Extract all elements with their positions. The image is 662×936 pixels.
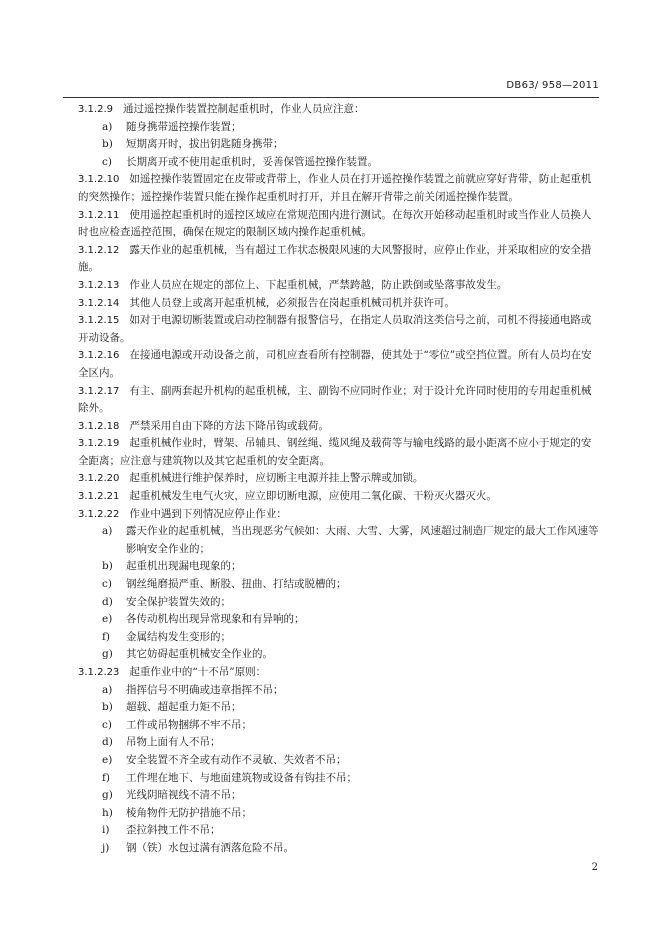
list-item-label: g) xyxy=(102,789,113,802)
list-item-text: 指挥信号不明确或违章指挥不吊； xyxy=(126,683,284,696)
clause-number: 3.1.2.11 xyxy=(78,209,120,221)
list-item-text: 工件埋在地下、与地面建筑物或设备有钩挂不吊； xyxy=(126,771,357,784)
clause-number: 3.1.2.9 xyxy=(78,104,113,115)
clause-number: 3.1.2.16 xyxy=(78,350,120,362)
clause-paragraph xyxy=(78,171,600,206)
list-item-text: 歪拉斜拽工件不吊； xyxy=(126,824,221,837)
list-item xyxy=(78,840,600,858)
list-item-label: h) xyxy=(102,806,113,819)
list-item-text: 吊物上面有人不吊； xyxy=(126,736,221,749)
list-item xyxy=(78,646,600,664)
clause-text: 在接通电源或开动设备之前，司机应查看所有控制器，使其处于“零位”或空挡位置。所有人员均在安全区内。 xyxy=(78,349,592,379)
clause-number: 3.1.2.17 xyxy=(78,385,120,397)
list-item-label: b) xyxy=(102,701,113,714)
list-item-text: 棱角物件无防护措施不吊； xyxy=(126,806,252,819)
clause-paragraph xyxy=(78,207,600,242)
list-item-text: 起重机出现漏电现象的； xyxy=(126,560,242,573)
list-item-label: c) xyxy=(102,578,112,591)
clause-paragraph xyxy=(78,435,600,470)
list-item-text: 工件或吊物捆绑不牢不吊； xyxy=(126,718,252,731)
clause-text: 其他人员登上或离开起重机械，必须报告在岗起重机械司机并获许可。 xyxy=(129,296,455,309)
list-item-text: 光线阴暗视线不清不吊； xyxy=(126,789,242,802)
list-item-label: a) xyxy=(102,683,113,696)
clause-text: 使用遥控起重机时的遥控区域应在常规范围内进行测试。在每次开始移动起重机时或当作业人员换人时也应检查遥控范围，确保在规定的限制区域内操作起重机械。 xyxy=(78,208,592,239)
clause-text: 有主、副两套起升机构的起重机械，主、副钩不应同时作业；对于设计允许同时使用的专用起重机械除外。 xyxy=(78,384,592,415)
list-item-text: 其它妨碍起重机械安全作业的。 xyxy=(126,648,273,661)
clause-paragraph xyxy=(78,506,600,524)
list-item-text: 安全保护装置失效的； xyxy=(126,595,231,608)
clause-text: 严禁采用自由下降的方法下降吊钩或载荷。 xyxy=(129,419,329,432)
list-item xyxy=(78,523,600,558)
list-item-label: g) xyxy=(102,648,113,661)
list-item-label: d) xyxy=(102,736,113,749)
clause-text: 如对于电源切断装置或启动控制器有报警信号，在指定人员取消这类信号之前，司机不得接通电路或开动设备。 xyxy=(78,314,592,344)
list-item xyxy=(78,576,600,594)
clause-paragraph xyxy=(78,383,600,418)
list-item-text: 钢（铁）水包过满有洒落危险不吊。 xyxy=(126,841,294,854)
list-item-label: j) xyxy=(102,841,110,854)
list-item-label: e) xyxy=(102,613,113,626)
clause-paragraph xyxy=(78,277,600,295)
clause-number: 3.1.2.15 xyxy=(78,315,120,327)
list-item xyxy=(78,805,600,823)
clause-paragraph xyxy=(78,470,600,488)
list-item-label: b) xyxy=(102,138,113,151)
list-item-label: c) xyxy=(102,718,112,731)
header-rule xyxy=(63,97,599,98)
clause-number: 3.1.2.13 xyxy=(78,279,120,291)
list-item xyxy=(78,558,600,576)
clause-text: 起重机械发生电气火灾，应立即切断电源，应使用二氧化碳、干粉灭火器灭火。 xyxy=(129,490,497,503)
page-number: 2 xyxy=(591,862,598,873)
list-item-label: a) xyxy=(102,120,113,133)
clause-text: 起重作业中的“十不吊”原则： xyxy=(129,666,267,678)
list-item-text: 短期离开时，拔出钥匙随身携带； xyxy=(126,138,284,151)
list-item-text: 安全装置不齐全或有动作不灵敏、失效者不吊； xyxy=(126,753,347,766)
list-item xyxy=(78,154,600,172)
list-item xyxy=(78,752,600,770)
list-item xyxy=(78,136,600,154)
list-item xyxy=(78,629,600,647)
list-item-label: e) xyxy=(102,753,113,766)
list-item xyxy=(78,699,600,717)
clause-paragraph xyxy=(78,488,600,506)
clause-paragraph xyxy=(78,101,600,119)
clause-text: 如遥控操作装置固定在皮带或背带上，作业人员在打开遥控操作装置之前就应穿好背带，防止起重机的突然操作；遥控操作装置只能在操作起重机时打开，并且在解开背带之前关闭遥控操作装置。 xyxy=(78,173,592,203)
clause-text: 起重机械作业时，臂架、吊辅具、钢丝绳、缆风绳及载荷等与输电线路的最小距离不应小于规定的安全距离；应注意与建筑物以及其它起重机的安全距离。 xyxy=(78,437,592,467)
clause-number: 3.1.2.14 xyxy=(78,297,120,309)
list-item xyxy=(78,734,600,752)
clause-text: 作业中遇到下列情况应停止作业： xyxy=(129,507,287,520)
clause-number: 3.1.2.22 xyxy=(78,508,120,520)
document-body xyxy=(78,101,600,858)
list-item xyxy=(78,717,600,735)
list-item-label: a) xyxy=(102,525,113,538)
clause-paragraph xyxy=(78,347,600,382)
document-code: DB63/ 958—2011 xyxy=(506,80,599,91)
list-item-label: i) xyxy=(102,824,110,837)
clause-text: 露天作业的起重机械，当有超过工作状态极限风速的大风警报时，应停止作业，并采取相应的安全措施。 xyxy=(78,243,592,274)
list-item xyxy=(78,822,600,840)
clause-paragraph xyxy=(78,295,600,313)
list-item-label: c) xyxy=(102,155,112,168)
list-item-text: 随身携带遥控操作装置； xyxy=(126,120,242,133)
list-item xyxy=(78,682,600,700)
list-item-text: 露天作业的起重机械，当出现恶劣气候如：大雨、大雪、大雾，风速超过制造厂规定的最大工作风速等影响安全作业的； xyxy=(126,525,599,555)
list-item-label: f) xyxy=(102,630,110,643)
clause-number: 3.1.2.20 xyxy=(78,473,120,485)
list-item xyxy=(78,119,600,137)
clause-number: 3.1.2.12 xyxy=(78,244,120,256)
list-item-text: 钢丝绳磨损严重、断股、扭曲、打结或脱槽的； xyxy=(126,578,347,591)
clause-number: 3.1.2.10 xyxy=(78,174,120,186)
list-item-label: f) xyxy=(102,771,110,784)
list-item-text: 金属结构发生变形的； xyxy=(126,630,231,643)
list-item-label: d) xyxy=(102,595,113,608)
clause-number: 3.1.2.19 xyxy=(78,438,120,450)
list-item-text: 长期离开或不使用起重机时，妥善保管遥控操作装置。 xyxy=(126,155,378,168)
list-item-text: 超载、超起重力矩不吊； xyxy=(126,701,242,714)
clause-number: 3.1.2.21 xyxy=(78,491,120,503)
clause-paragraph xyxy=(78,242,600,277)
clause-text: 起重机械进行维护保养时，应切断主电源并挂上警示牌或加锁。 xyxy=(129,472,424,485)
list-item xyxy=(78,611,600,629)
list-item-label: b) xyxy=(102,560,113,573)
clause-text: 作业人员应在规定的部位上、下起重机械，严禁跨越，防止跌倒或坠落事故发生。 xyxy=(129,278,508,291)
clause-number: 3.1.2.23 xyxy=(78,667,120,678)
list-item-text: 各传动机构出现异常现象和有异响的； xyxy=(126,613,305,626)
list-item xyxy=(78,594,600,612)
clause-paragraph xyxy=(78,418,600,436)
clause-number: 3.1.2.18 xyxy=(78,420,120,432)
clause-paragraph xyxy=(78,664,600,682)
clause-text: 通过遥控操作装置控制起重机时，作业人员应注意： xyxy=(123,103,365,115)
list-item xyxy=(78,770,600,788)
list-item xyxy=(78,787,600,805)
clause-paragraph xyxy=(78,312,600,347)
